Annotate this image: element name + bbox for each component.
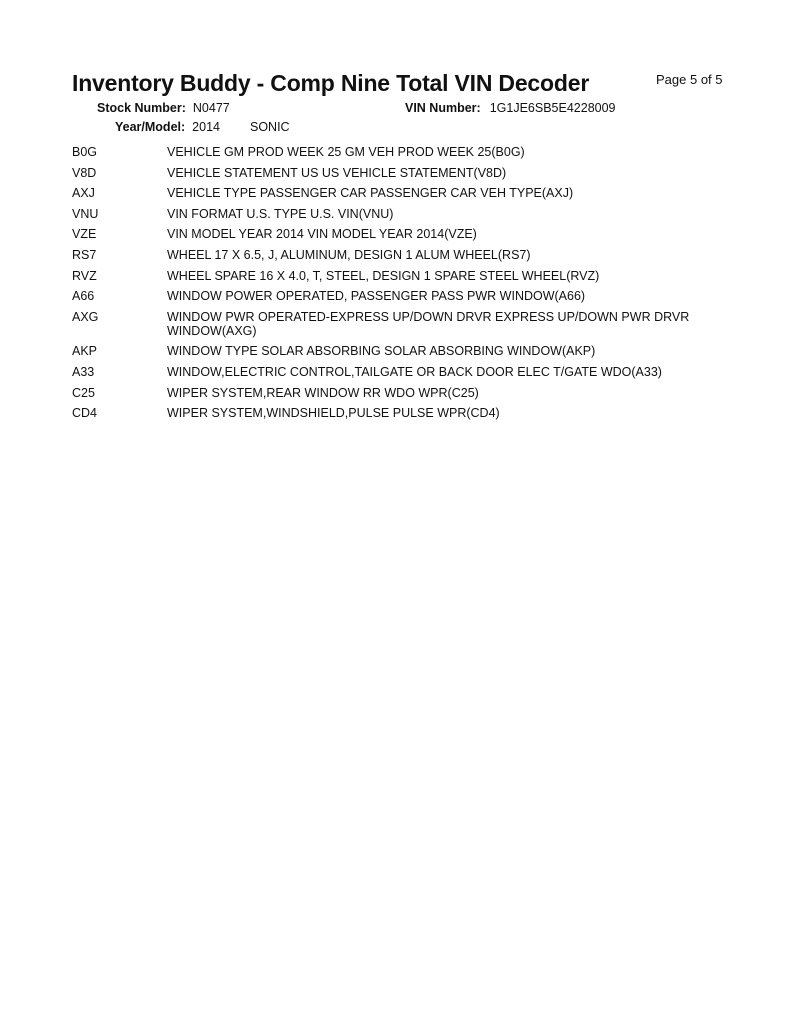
- option-code: A66: [72, 289, 95, 304]
- vin-number-label: VIN Number:: [405, 101, 481, 115]
- model-value: SONIC: [249, 120, 290, 134]
- option-description: WIPER SYSTEM,REAR WINDOW RR WDO WPR(C25): [167, 385, 479, 400]
- option-code-row: [72, 145, 732, 159]
- page-indicator: Page 5 of 5: [656, 72, 723, 87]
- year-model-field: [115, 120, 290, 134]
- option-description: VEHICLE STATEMENT US US VEHICLE STATEMENT(V8D): [167, 165, 507, 180]
- option-code: CD4: [72, 406, 98, 421]
- option-code: RVZ: [72, 268, 97, 283]
- option-description: VIN FORMAT U.S. TYPE U.S. VIN(VNU): [167, 206, 394, 221]
- option-description: WIPER SYSTEM,WINDSHIELD,PULSE PULSE WPR(CD4): [167, 406, 500, 421]
- vin-number-value: 1G1JE6SB5E4228009: [489, 101, 616, 115]
- option-code-row: [72, 365, 732, 379]
- option-code-row: [72, 310, 732, 338]
- report-title: Inventory Buddy - Comp Nine Total VIN Decoder: [72, 70, 590, 96]
- option-code: A33: [72, 364, 95, 379]
- option-code-row: [72, 207, 732, 221]
- option-description: WINDOW,ELECTRIC CONTROL,TAILGATE OR BACK DOOR ELEC T/GATE WDO(A33): [167, 364, 662, 379]
- option-code: B0G: [72, 145, 98, 159]
- stock-number-value: N0477: [192, 101, 230, 115]
- option-code: C25: [72, 385, 95, 400]
- option-code-row: [72, 406, 732, 420]
- option-code-row: [72, 386, 732, 400]
- option-code: RS7: [72, 247, 97, 262]
- option-code-row: [72, 166, 732, 180]
- option-code: V8D: [72, 165, 97, 180]
- option-code: VZE: [72, 227, 97, 242]
- option-description: VIN MODEL YEAR 2014 VIN MODEL YEAR 2014(VZE): [167, 227, 477, 242]
- option-code-list: [72, 145, 732, 427]
- option-code-row: [72, 344, 732, 358]
- option-description: WHEEL SPARE 16 X 4.0, T, STEEL, DESIGN 1 SPARE STEEL WHEEL(RVZ): [167, 268, 600, 283]
- year-model-label: Year/Model:: [115, 120, 186, 134]
- option-code-row: [72, 269, 732, 283]
- option-code-row: [72, 186, 732, 200]
- option-code: AXJ: [72, 186, 95, 201]
- year-value: 2014: [192, 120, 220, 134]
- option-code-row: [72, 289, 732, 303]
- option-description: WINDOW PWR OPERATED-EXPRESS UP/DOWN DRVR EXPRESS UP/DOWN PWR DRVR WINDOW(AXG): [167, 309, 690, 338]
- option-description: WHEEL 17 X 6.5, J, ALUMINUM, DESIGN 1 ALUM WHEEL(RS7): [167, 247, 531, 262]
- option-description: VEHICLE TYPE PASSENGER CAR PASSENGER CAR VEH TYPE(AXJ): [167, 186, 574, 201]
- option-code: VNU: [72, 206, 99, 221]
- option-description: VEHICLE GM PROD WEEK 25 GM VEH PROD WEEK 25(B0G): [167, 145, 525, 159]
- stock-number-label: Stock Number:: [97, 101, 186, 115]
- option-code-row: [72, 248, 732, 262]
- option-code-row: [72, 227, 732, 241]
- option-description: WINDOW TYPE SOLAR ABSORBING SOLAR ABSORBING WINDOW(AKP): [167, 344, 596, 359]
- vin-number-field: [405, 101, 616, 115]
- option-description: WINDOW POWER OPERATED, PASSENGER PASS PWR WINDOW(A66): [167, 289, 586, 304]
- option-code: AXG: [72, 309, 99, 324]
- option-code: AKP: [72, 344, 98, 359]
- stock-number-field: [97, 101, 230, 115]
